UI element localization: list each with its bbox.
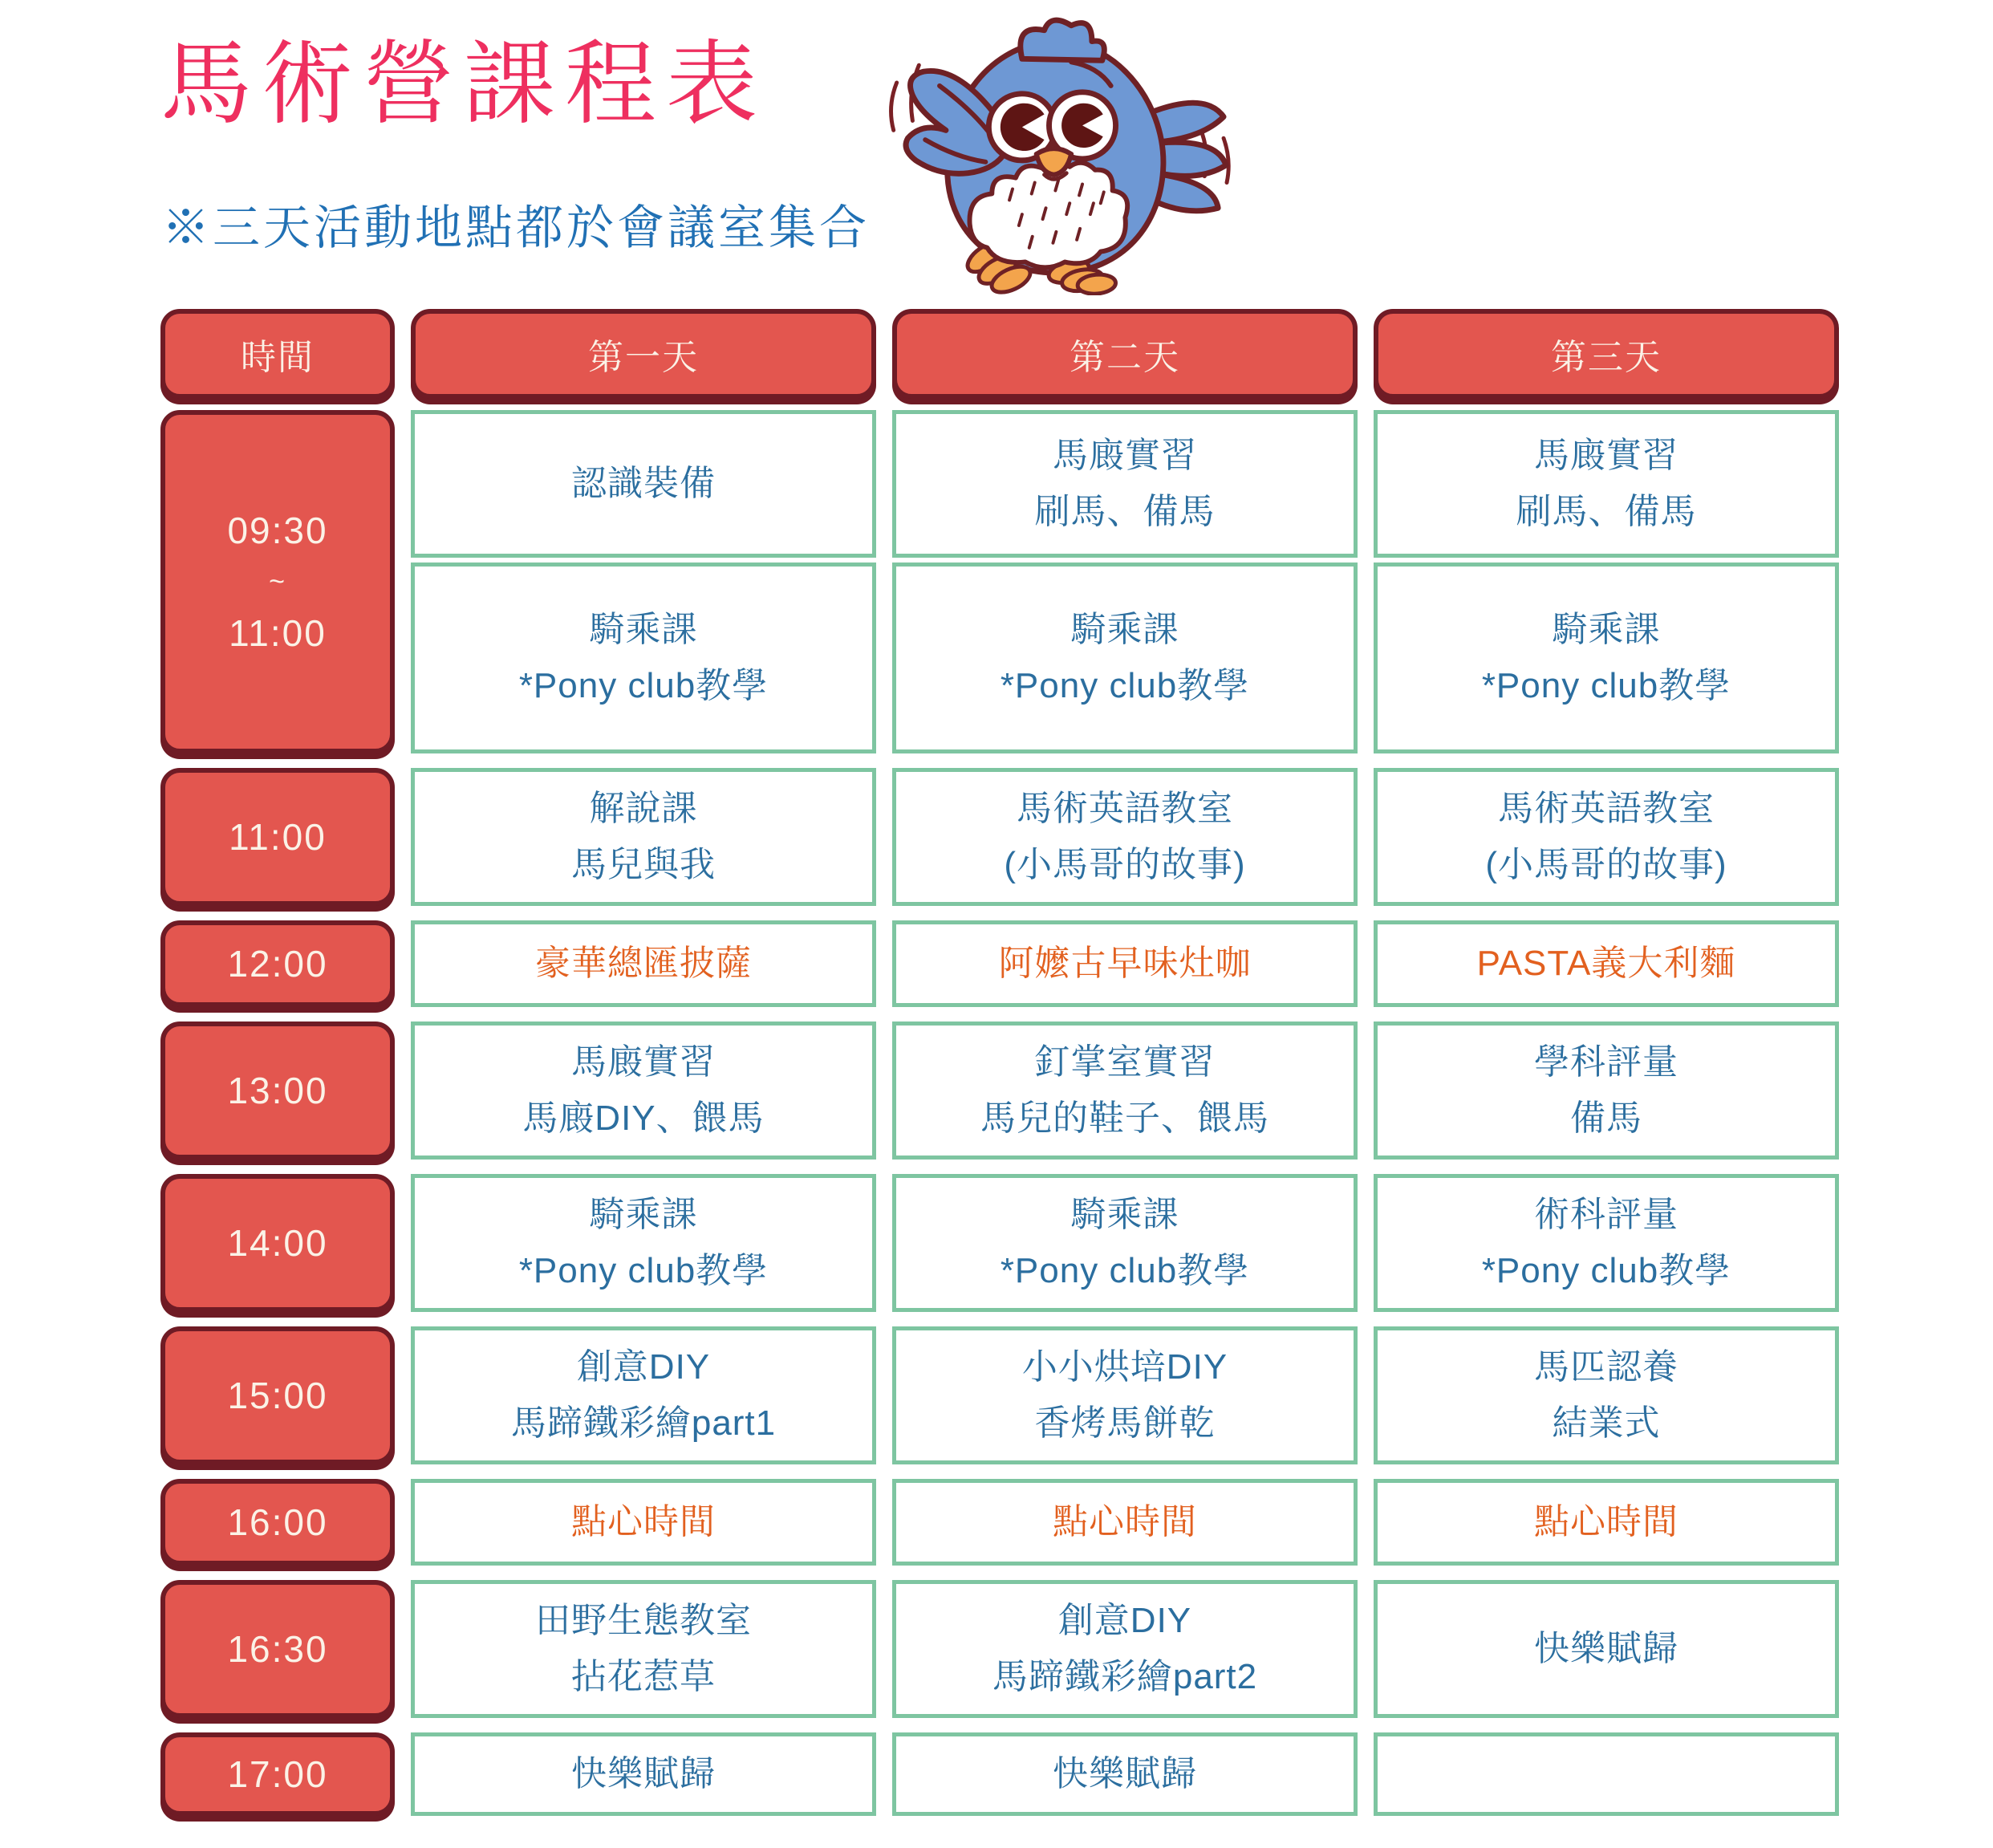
cell-day3-1700-empty [1374, 1732, 1839, 1816]
cell-day1-1600 [411, 1479, 876, 1566]
cell-text: 馬匹認養 [1534, 1346, 1678, 1387]
time-label: 16:30 [227, 1628, 328, 1670]
row-1400 [160, 1174, 1839, 1312]
cell-text: 馬廄實習 [1053, 435, 1197, 475]
cell-text: *Pony club教學 [1000, 1251, 1250, 1290]
cell-text: 阿嬤古早味灶咖 [998, 943, 1252, 983]
cell-day2-1630 [892, 1580, 1358, 1718]
time-label: 13:00 [227, 1070, 328, 1111]
cell-text: 馬兒與我 [571, 845, 716, 884]
cell-day3-1630 [1374, 1580, 1839, 1718]
cell-day3-1500 [1374, 1326, 1839, 1464]
cell-text: 備馬 [1570, 1099, 1642, 1138]
schedule-table [160, 309, 1839, 1816]
cell-text: *Pony club教學 [518, 1251, 769, 1290]
cell-day3-1300 [1374, 1021, 1839, 1160]
time-label: 16:00 [227, 1501, 328, 1543]
page-title: 馬術營課程表 [160, 34, 768, 136]
cell-day3-1400 [1374, 1174, 1839, 1312]
cell-day2-1700 [892, 1732, 1358, 1816]
cell-text: 馬術英語教室 [1017, 788, 1233, 828]
cell-text: 小小烘培DIY [1021, 1346, 1228, 1387]
cell-day2-1500 [892, 1326, 1358, 1464]
cell-text: 術科評量 [1534, 1194, 1678, 1234]
time-cell-1700 [160, 1732, 395, 1816]
cell-text: 學科評量 [1534, 1042, 1678, 1082]
column-header-day1 [411, 309, 876, 399]
cell-day2-0930-bottom [892, 563, 1358, 753]
cell-text: *Pony club教學 [1481, 666, 1731, 705]
cell-day3-1100 [1374, 768, 1839, 906]
column-header-day3-label: 第三天 [1551, 338, 1662, 377]
cell-text: 釘掌室實習 [1034, 1042, 1216, 1082]
cell-text: 豪華總匯披薩 [535, 943, 752, 983]
cell-day1-1500 [411, 1326, 876, 1464]
bluebird-mascot-icon [867, 10, 1232, 295]
cell-text: 馬蹄鐵彩繪part1 [510, 1403, 777, 1443]
row-0930-1100 [160, 410, 1839, 753]
column-header-day2 [892, 309, 1358, 399]
time-cell-1300 [160, 1021, 395, 1160]
cell-day2-1400 [892, 1174, 1358, 1312]
column-header-day3 [1374, 309, 1839, 399]
column-header-time-label: 時間 [241, 338, 315, 377]
cell-day1-1300 [411, 1021, 876, 1160]
cell-text: 田野生態教室 [535, 1600, 752, 1640]
cell-text: 騎乘課 [1070, 609, 1179, 649]
cell-text: 結業式 [1552, 1403, 1661, 1443]
cell-day3-0930-top [1374, 410, 1839, 558]
time-label: 15:00 [227, 1375, 328, 1416]
cell-text: 創意DIY [1057, 1600, 1192, 1640]
cell-text: 點心時間 [571, 1501, 716, 1541]
time-label: 14:00 [227, 1222, 328, 1264]
time-cell-1100 [160, 768, 395, 906]
column-header-day1-label: 第一天 [588, 338, 699, 377]
cell-day2-0930-top [892, 410, 1358, 558]
time-cell-1500 [160, 1326, 395, 1464]
cell-text: 香烤馬餅乾 [1034, 1403, 1216, 1443]
time-start: 09:30 [227, 510, 328, 551]
cell-text: 拈花惹草 [571, 1657, 716, 1696]
cell-text: 創意DIY [576, 1346, 711, 1387]
cell-text: *Pony club教學 [518, 666, 769, 705]
table-header-row [160, 309, 1839, 399]
row-1100 [160, 768, 1839, 906]
time-label: 11:00 [229, 816, 327, 858]
row-1700 [160, 1732, 1839, 1816]
time-tilde: ~ [269, 567, 286, 597]
cell-text: 馬廄DIY、餵馬 [522, 1099, 765, 1138]
page-subtitle: ※三天活動地點都於會議室集合 [162, 201, 871, 254]
cell-text: 騎乘課 [1552, 609, 1661, 649]
cell-text: 快樂賦歸 [571, 1753, 716, 1793]
cell-text: 點心時間 [1053, 1501, 1197, 1541]
cell-text: 刷馬、備馬 [1034, 492, 1216, 531]
cell-text: 馬廄實習 [571, 1042, 716, 1082]
cell-day2-1200 [892, 920, 1358, 1007]
time-cell-1400 [160, 1174, 395, 1312]
cell-text: 點心時間 [1534, 1501, 1678, 1541]
day3-0930-stack [1374, 410, 1839, 753]
cell-day1-1200 [411, 920, 876, 1007]
cell-text: 馬兒的鞋子、餵馬 [980, 1099, 1269, 1138]
cell-text: *Pony club教學 [1000, 666, 1250, 705]
cell-day2-1600 [892, 1479, 1358, 1566]
time-cell-1200 [160, 920, 395, 1007]
cell-day3-0930-bottom [1374, 563, 1839, 753]
cell-day3-1200 [1374, 920, 1839, 1007]
cell-text: 馬蹄鐵彩繪part2 [992, 1657, 1258, 1696]
cell-day1-1700 [411, 1732, 876, 1816]
row-1630 [160, 1580, 1839, 1718]
row-1500 [160, 1326, 1839, 1464]
cell-day1-0930-top [411, 410, 876, 558]
cell-text: 騎乘課 [1070, 1194, 1179, 1234]
cell-day3-1600 [1374, 1479, 1839, 1566]
row-1200 [160, 920, 1839, 1007]
column-header-day2-label: 第二天 [1070, 338, 1180, 377]
row-1600 [160, 1479, 1839, 1566]
cell-text: 快樂賦歸 [1053, 1753, 1197, 1793]
day1-0930-stack [411, 410, 876, 753]
cell-text: 快樂賦歸 [1534, 1628, 1678, 1668]
cell-text: 騎乘課 [589, 609, 698, 649]
cell-text: 馬廄實習 [1534, 435, 1678, 475]
cell-day1-1100 [411, 768, 876, 906]
day2-0930-stack [892, 410, 1358, 753]
row-1300 [160, 1021, 1839, 1160]
cell-day2-1100 [892, 768, 1358, 906]
cell-day2-1300 [892, 1021, 1358, 1160]
time-end: 11:00 [229, 612, 327, 654]
time-label: 12:00 [227, 943, 328, 985]
cell-text: (小馬哥的故事) [1485, 845, 1727, 884]
cell-text: 解說課 [589, 788, 698, 828]
time-label: 17:00 [227, 1753, 328, 1795]
column-header-time [160, 309, 395, 399]
cell-text: 馬術英語教室 [1498, 788, 1715, 828]
cell-text: 認識裝備 [571, 463, 716, 503]
cell-text: PASTA義大利麵 [1476, 943, 1736, 983]
cell-day1-1400 [411, 1174, 876, 1312]
time-cell-1600 [160, 1479, 395, 1566]
time-cell-0930-1100 [160, 410, 395, 753]
cell-text: (小馬哥的故事) [1004, 845, 1246, 884]
cell-text: 刷馬、備馬 [1516, 492, 1697, 531]
cell-text: 騎乘課 [589, 1194, 698, 1234]
cell-day1-1630 [411, 1580, 876, 1718]
time-cell-1630 [160, 1580, 395, 1718]
cell-day1-0930-bottom [411, 563, 876, 753]
cell-text: *Pony club教學 [1481, 1251, 1731, 1290]
